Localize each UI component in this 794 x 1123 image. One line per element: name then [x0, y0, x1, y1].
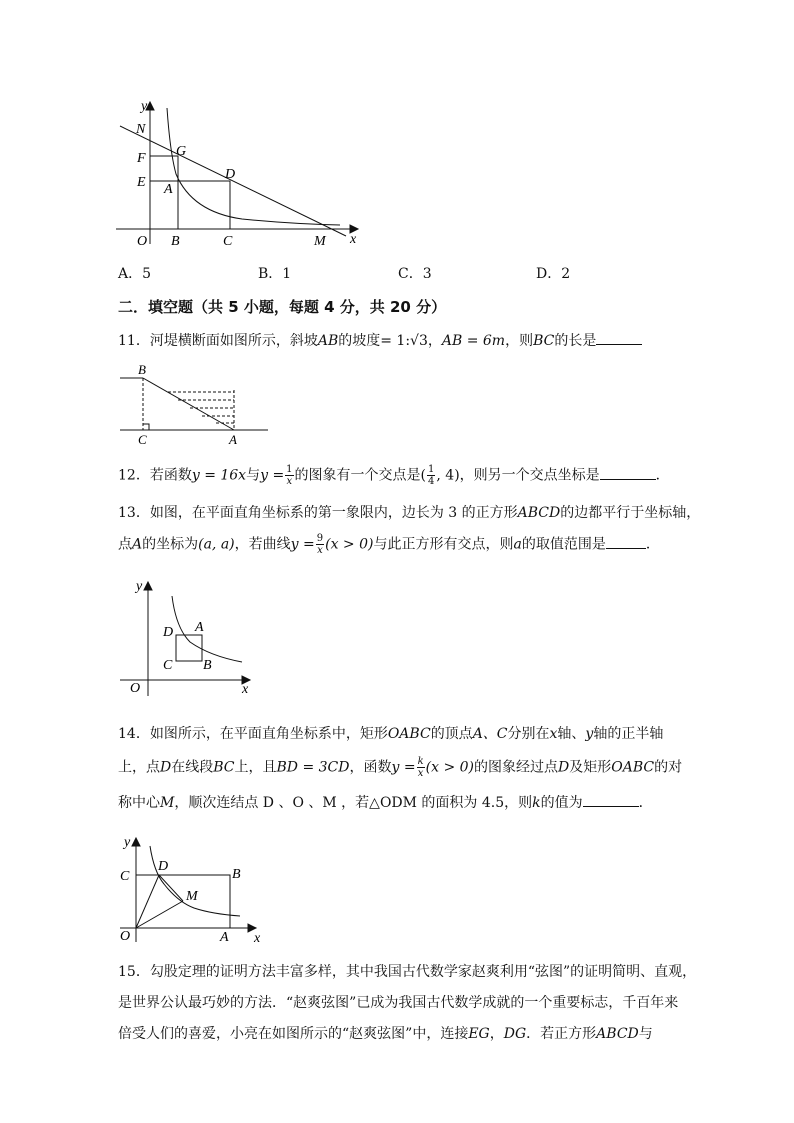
- label-x: x: [242, 682, 249, 697]
- option-b[interactable]: B．1: [258, 266, 292, 282]
- label-d: D: [163, 625, 174, 640]
- q15-line2: 是世界公认最巧妙的方法．“赵爽弦图”已成为我国古代数学成就的一个重要标志，千百年来: [118, 995, 679, 1011]
- label-f: F: [137, 151, 146, 166]
- label-c: C: [163, 658, 173, 673]
- label-a: A: [229, 432, 237, 447]
- label-b: B: [232, 867, 241, 882]
- q11-text: 11．河堤横断面如图所示，斜坡AB的坡度= 1:√3，AB = 6m，则BC的长是: [118, 330, 642, 351]
- q14-line1: 14．如图所示，在平面直角坐标系中，矩形OABC的顶点A、C分别在x轴、y轴的正半轴: [118, 726, 664, 742]
- label-b: B: [203, 658, 212, 673]
- q13-line2: 点A的坐标为(a, a)，若曲线y = $\frac{9}{x}$ (x > 0)与此正方形有交点，则a的取值范围是 ．: [118, 533, 660, 556]
- rect-edc: [150, 181, 230, 229]
- label-m: M: [314, 234, 326, 249]
- label-o: O: [137, 234, 148, 249]
- q12-text: 12．若函数y = 16x与y = $\frac{1}{x}$ 的图象有一个交点是( $\frac{1}{4}$ , 4)，则另一个交点坐标是 ．: [118, 464, 670, 487]
- q12-answer-blank[interactable]: [600, 465, 656, 480]
- hyperbola: [172, 596, 242, 662]
- square-abcd: [176, 635, 202, 661]
- q15-line1: 15．勾股定理的证明方法丰富多样，其中我国古代数学家赵爽利用“弦图”的证明简明、直观，: [118, 964, 697, 980]
- label-e: E: [137, 175, 146, 190]
- y-axis-arrow: [132, 838, 140, 846]
- q11-figure: [118, 360, 270, 448]
- q14-answer-blank[interactable]: [583, 792, 639, 807]
- label-x: x: [254, 931, 261, 946]
- section-title: 二．填空题（共 5 小题，每题 4 分，共 20 分）: [118, 298, 447, 316]
- q13-figure: [118, 576, 260, 702]
- label-n: N: [136, 122, 146, 137]
- q13-line1: 13．如图，在平面直角坐标系的第一象限内，边长为 3 的正方形ABCD的边都平行于坐标轴，: [118, 505, 701, 521]
- q14-line2: 上，点D在线段BC上，且BD = 3CD，函数y = $\frac{k}{x}$ (x > 0)的图象经过点D及矩形OABC的对: [118, 756, 683, 779]
- q11-answer-blank[interactable]: [596, 330, 642, 345]
- label-y: y: [124, 835, 131, 850]
- label-c: C: [138, 432, 147, 447]
- label-c: C: [120, 869, 130, 884]
- label-m: M: [186, 889, 198, 904]
- label-a: A: [195, 620, 204, 635]
- label-y: y: [141, 99, 148, 114]
- q14-line3: 称中心M，顺次连结点 D 、O 、M ，若△ODM 的面积为 4.5，则k的值为 ．: [118, 792, 653, 813]
- segment-dm: [159, 875, 183, 901]
- q13-answer-blank[interactable]: [606, 534, 646, 549]
- hyperbola: [167, 108, 340, 225]
- option-c[interactable]: C．3: [398, 266, 432, 282]
- segment-om: [136, 901, 183, 928]
- label-b: B: [138, 362, 146, 377]
- label-x: x: [350, 232, 357, 247]
- option-d[interactable]: D．2: [536, 266, 571, 282]
- right-angle-mark: [143, 424, 149, 430]
- label-y: y: [136, 579, 143, 594]
- option-a[interactable]: A．5: [118, 266, 152, 282]
- label-o: O: [120, 929, 131, 944]
- label-c: C: [223, 234, 233, 249]
- label-b: B: [171, 234, 180, 249]
- label-d: D: [158, 859, 169, 874]
- q15-line3: 倍受人们的喜爱，小亮在如图所示的“赵爽弦图”中，连接EG，DG．若正方形ABCD与: [118, 1026, 653, 1042]
- label-g: G: [176, 144, 187, 159]
- label-d: D: [225, 167, 236, 182]
- label-a: A: [164, 182, 173, 197]
- y-axis-arrow: [144, 582, 152, 590]
- label-a: A: [220, 930, 229, 945]
- slope-ab: [143, 378, 234, 430]
- hyperbola: [150, 846, 240, 916]
- label-o: O: [130, 681, 141, 696]
- segment-od: [136, 875, 159, 928]
- q14-figure: [116, 832, 268, 946]
- q10-figure: [112, 92, 372, 254]
